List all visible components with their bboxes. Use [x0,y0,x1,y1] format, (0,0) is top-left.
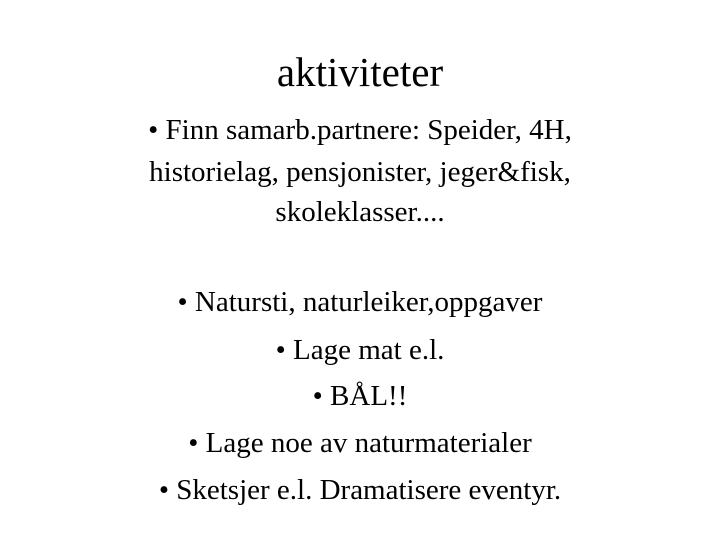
bullet-partners-line-2: historielag, pensjonister, jeger&fisk, [149,156,571,188]
bullet-natursti: • Natursti, naturleiker,oppgaver [177,286,543,318]
bullet-sketsjer: • Sketsjer e.l. Dramatisere eventyr. [158,474,562,506]
bullet-partners-line-3: skoleklasser.... [275,196,445,228]
bullet-naturmaterialer: • Lage noe av naturmaterialer [188,427,532,459]
bullet-bal: • BÅL!! [312,380,408,412]
slide-title: aktiviteter [276,49,444,95]
bullet-lage-mat: • Lage mat e.l. [275,334,445,366]
bullet-partners-line-1: • Finn samarb.partnere: Speider, 4H, [148,114,572,146]
